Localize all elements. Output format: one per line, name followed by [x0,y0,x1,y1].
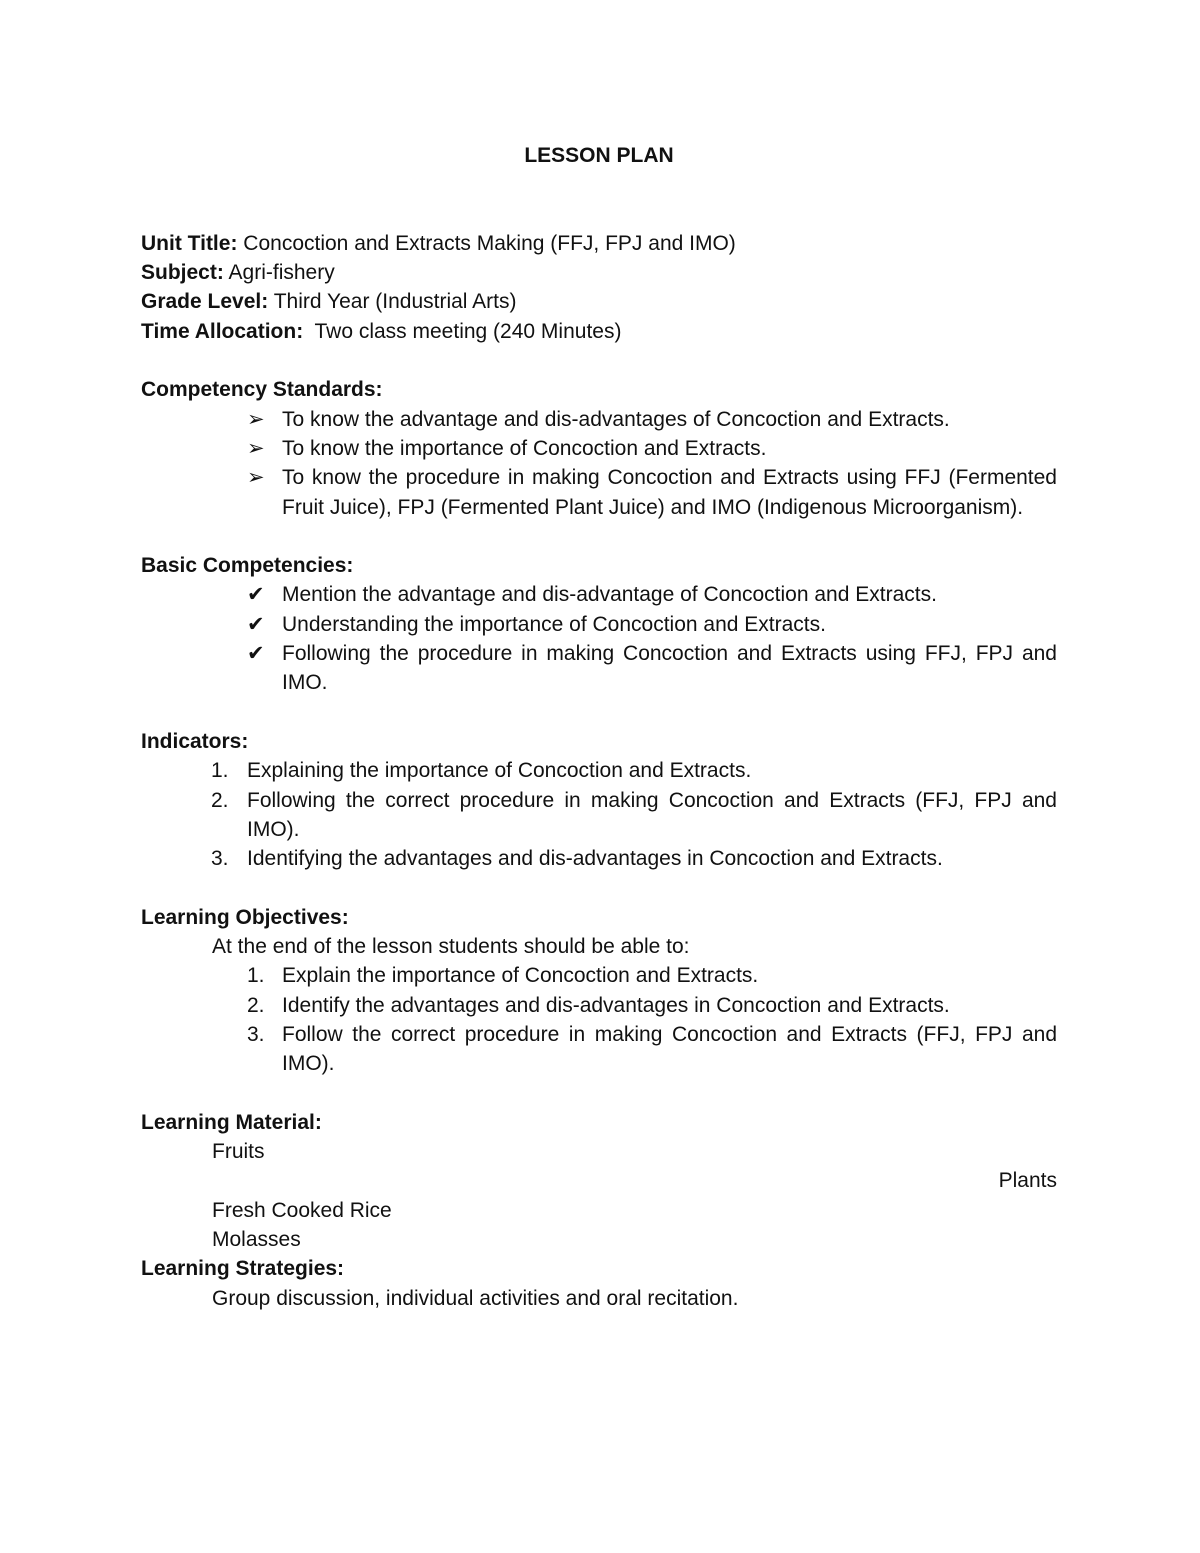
arrow-bullet-icon: ➢ [247,466,265,490]
learning-strategies-heading: Learning Strategies: [141,1257,345,1281]
grade-line: Grade Level: Third Year (Industrial Arts) [141,290,517,314]
learning-objectives-heading: Learning Objectives: [141,905,349,929]
learning-strategies-text: Group discussion, individual activities and oral recitation. [212,1286,739,1310]
checkmark-icon: ✔ [247,583,265,607]
time-value: Two class meeting (240 Minutes) [314,319,622,343]
material-item: Plants [998,1169,1057,1193]
list-item: ➢ To know the advantage and dis-advantages of Concoction and Extracts. [141,405,1057,434]
list-item: 1. Explain the importance of Concoction and Extracts. [247,964,759,988]
list-item: ✔ Following the procedure in making Concoction and Extracts using FFJ, FPJ and IMO. [141,639,1057,698]
list-item: 1. Explaining the importance of Concoction and Extracts. [211,759,752,783]
list-item: ➢ To know the importance of Concoction and Extracts. [141,434,1057,463]
list-item: 3. Follow the correct procedure in making Concoction and Extracts (FFJ, FPJ and IMO). [247,1022,1057,1076]
indicators-heading: Indicators: [141,729,249,753]
list-item: 3. Identifying the advantages and dis-advantages in Concoction and Extracts. [211,847,943,871]
list-item: ➢ To know the procedure in making Concoction and Extracts using FFJ (Fermented Fruit Juice), FPJ (Fermented Plant Juice) and IMO (Indigenous Microorganism). [141,463,1057,522]
basic-competencies-heading: Basic Competencies: [141,554,354,578]
checkmark-icon: ✔ [247,642,265,666]
time-line: Time Allocation: Two class meeting (240 Minutes) [141,319,622,343]
page-title: LESSON PLAN [524,144,674,167]
learning-material-heading: Learning Material: [141,1110,322,1134]
list-item: ✔ Understanding the importance of Concoction and Extracts. [141,610,1057,639]
checkmark-icon: ✔ [247,612,265,636]
unit-title-line: Unit Title: Concoction and Extracts Making (FFJ, FPJ and IMO) [141,231,736,255]
arrow-bullet-icon: ➢ [247,436,265,460]
list-item: 2. Identify the advantages and dis-advantages in Concoction and Extracts. [247,993,950,1017]
document-page [141,141,1057,1313]
subject-value: Agri-fishery [228,261,335,285]
arrow-bullet-icon: ➢ [247,407,265,431]
unit-title-value: Concoction and Extracts Making (FFJ, FPJ and IMO) [243,231,736,255]
material-item: Molasses [212,1227,301,1251]
list-item: ✔ Mention the advantage and dis-advantage of Concoction and Extracts. [141,580,1057,609]
competency-standards-heading: Competency Standards: [141,378,383,402]
material-item: Fruits [212,1140,265,1164]
grade-value: Third Year (Industrial Arts) [273,290,517,314]
objectives-intro: At the end of the lesson students should be able to: [212,935,690,959]
list-item: 2. Following the correct procedure in making Concoction and Extracts (FFJ, FPJ and IMO). [211,788,1057,841]
subject-line: Subject: Agri-fishery [141,261,335,285]
material-item: Fresh Cooked Rice [212,1198,392,1222]
